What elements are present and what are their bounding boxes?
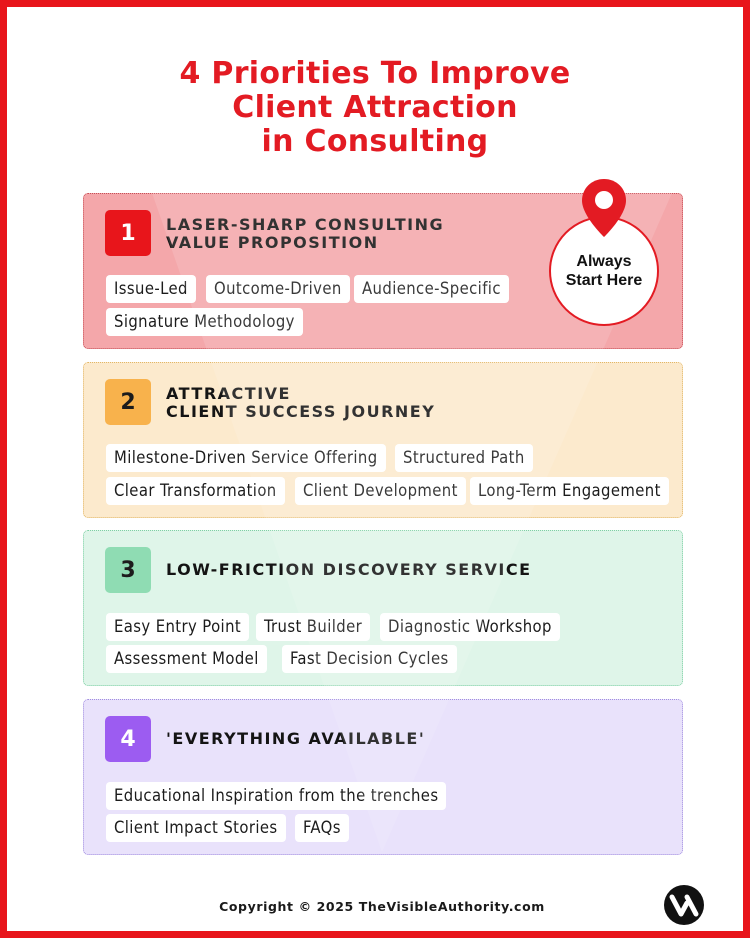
- visible-authority-logo-icon: [664, 885, 704, 925]
- priority-heading-3-line-1: LOW-FRICTION DISCOVERY SERVICE: [166, 560, 532, 579]
- title-line-2: Client Attraction: [232, 90, 518, 125]
- tag-issue-led: Issue-Led: [106, 275, 196, 303]
- tag-structured-path: Structured Path: [395, 444, 533, 472]
- priority-heading-2: [166, 385, 435, 421]
- tag-signature-methodology: Signature Methodology: [106, 308, 303, 336]
- location-pin-icon: [580, 177, 628, 239]
- tag-audience-specific: Audience-Specific: [354, 275, 509, 303]
- tag-long-term-engagement: Long-Term Engagement: [470, 477, 669, 505]
- priority-heading-1-line-2: VALUE PROPOSITION: [166, 233, 379, 252]
- tag-milestone-driven-service-offering: Milestone-Driven Service Offering: [106, 444, 386, 472]
- title-line-3: in Consulting: [261, 124, 489, 159]
- priority-number-2: 2: [105, 379, 151, 425]
- tag-client-development: Client Development: [295, 477, 466, 505]
- priority-heading-4-line-1: 'EVERYTHING AVAILABLE': [166, 729, 426, 748]
- page-title: [7, 57, 743, 159]
- tag-clear-transformation: Clear Transformation: [106, 477, 285, 505]
- tag-fast-decision-cycles: Fast Decision Cycles: [282, 645, 457, 673]
- tag-diagnostic-workshop: Diagnostic Workshop: [380, 613, 560, 641]
- badge-line-1: Always: [576, 253, 632, 270]
- priority-heading-1: [166, 216, 444, 252]
- tag-client-impact-stories: Client Impact Stories: [106, 814, 286, 842]
- badge-line-2: Start Here: [565, 272, 643, 289]
- tag-faqs: FAQs: [295, 814, 349, 842]
- priority-card-3: [83, 530, 683, 686]
- tag-assessment-model: Assessment Model: [106, 645, 267, 673]
- copyright-text: Copyright © 2025 TheVisibleAuthority.com: [219, 899, 545, 914]
- priority-card-4: [83, 699, 683, 855]
- tag-trust-builder: Trust Builder: [256, 613, 370, 641]
- tag-easy-entry-point: Easy Entry Point: [106, 613, 249, 641]
- title-line-1: 4 Priorities To Improve: [179, 56, 571, 91]
- priority-number-4: 4: [105, 716, 151, 762]
- priority-number-1: 1: [105, 210, 151, 256]
- tag-outcome-driven: Outcome-Driven: [206, 275, 350, 303]
- priority-heading-2-line-2: CLIENT SUCCESS JOURNEY: [166, 402, 436, 421]
- priority-heading-2-line-1: ATTRACTIVE: [166, 384, 291, 403]
- priority-heading-3: [166, 561, 532, 579]
- priority-card-2: [83, 362, 683, 518]
- priority-heading-4: [166, 730, 425, 748]
- tag-educational-inspiration: Educational Inspiration from the trenches: [106, 782, 446, 810]
- priority-heading-1-line-1: LASER-SHARP CONSULTING: [166, 215, 445, 234]
- priority-number-3: 3: [105, 547, 151, 593]
